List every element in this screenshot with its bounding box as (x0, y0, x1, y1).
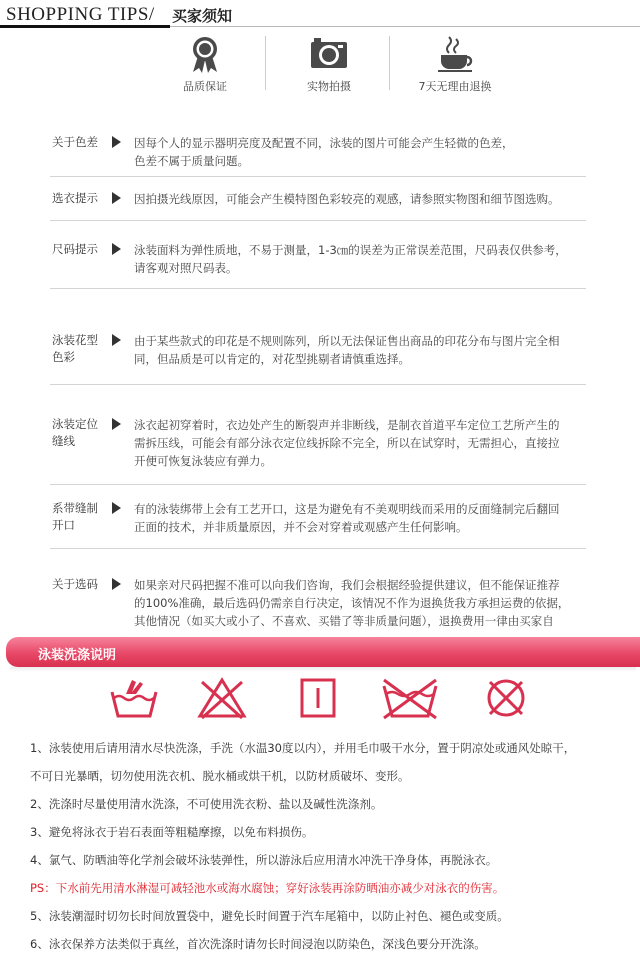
wash-note: 3、避免将泳衣于岩石表面等粗糙摩擦，以免布料损伤。 (30, 825, 314, 839)
wash-note: 4、氯气、防晒油等化学剂会破坏泳装弹性，所以游泳后应用清水冲洗干净身体，再脱泳衣。 (30, 853, 498, 867)
tip-line: 请客观对照尺码表。 (134, 261, 238, 275)
header-accent-bar (0, 25, 170, 28)
award-ribbon-icon (185, 34, 225, 74)
tip-line: 开便可恢复泳装应有弹力。 (134, 454, 272, 468)
shopping-tips-header (0, 0, 640, 32)
flat-dry-icon (296, 676, 340, 720)
tip-divider (50, 548, 586, 549)
arrow-right-icon (112, 502, 121, 514)
guarantee-real-photo (274, 34, 384, 94)
tip-line: 泳装面料为弹性质地，不易于测量，1-3㎝的误差为正常误差范围，尺码表仅供参考， (134, 243, 567, 257)
arrow-right-icon (112, 192, 121, 204)
tip-text (134, 500, 588, 536)
no-machine-dry-icon (380, 676, 440, 720)
tip-line: 如果亲对尺码把握不准可以向我们咨询，我们会根据经验提供建议，但不能保证推荐 (134, 578, 560, 592)
care-icons-row (100, 676, 540, 724)
camera-icon (309, 34, 349, 74)
guarantee-label-photo: 实物拍摄 (307, 80, 351, 93)
tip-title: 尺码提示 (52, 242, 98, 256)
guarantee-label-return: 7天无理由退换 (418, 80, 492, 93)
wash-note: 不可日光暴晒，切勿使用洗衣机、脱水桶或烘干机，以防材质破坏、变形。 (30, 769, 410, 783)
arrow-right-icon (112, 334, 121, 346)
guarantee-strip (150, 34, 510, 94)
tip-line: 正面的技术，并非质量原因，并不会对穿着或观感产生任何影响。 (134, 520, 468, 534)
wash-bar-shadow (10, 667, 636, 672)
tip-line: 的100%准确，最后选码仍需亲自行决定，该情况不作为退换货我方承担运费的依据， (134, 596, 570, 610)
tip-divider (50, 220, 586, 221)
wash-note-ps: PS：下水前先用清水淋湿可减轻池水或海水腐蚀；穿好泳装再涂防晒油亦减少对泳衣的伤害。 (30, 881, 505, 895)
wash-note: 1、泳装使用后请用清水尽快洗涤，手洗（水温30度以内），并用毛巾吸干水分，置于阴凉处或通风处晾干， (30, 741, 576, 755)
header-title-en: SHOPPING TIPS/ (6, 4, 155, 25)
guarantee-quality (150, 34, 260, 94)
wash-bar-title: 泳装洗涤说明 (38, 648, 117, 663)
wash-note: 2、洗涤时尽量使用清水洗涤，不可使用洗衣粉、盐以及碱性洗涤剂。 (30, 797, 383, 811)
tip-line: 由于某些款式的印花是不规则陈列，所以无法保证售出商品的印花分布与图片完全相 (134, 334, 560, 348)
tip-divider (50, 384, 586, 385)
guarantee-label-quality: 品质保证 (183, 80, 227, 93)
wash-instructions-bar (6, 637, 640, 667)
arrow-right-icon (112, 418, 121, 430)
tip-title: 关于色差 (52, 135, 98, 149)
tip-divider (50, 176, 586, 177)
no-dry-clean-icon (482, 676, 530, 720)
arrow-right-icon (112, 243, 121, 255)
tip-text (134, 332, 588, 368)
guarantee-return (400, 34, 510, 94)
tip-title: 选衣提示 (52, 191, 98, 205)
no-bleach-icon (196, 676, 248, 720)
tip-line: 需拆压线，可能会有部分泳衣定位线拆除不完全，所以在试穿时，无需担心，直接拉 (134, 436, 560, 450)
tip-line: 泳衣起初穿着时，衣边处产生的断裂声并非断线，是制衣首道平车定位工艺所产生的 (134, 418, 560, 432)
tip-text (134, 134, 588, 170)
header-title-cn: 买家须知 (172, 7, 233, 25)
wash-note: 5、泳装潮湿时切勿长时间放置袋中，避免长时间置于汽车尾箱中，以防止衬色、褪色或变质。 (30, 909, 509, 923)
tip-line: 同，但品质是可以肯定的，对花型挑剔者请慎重选择。 (134, 352, 410, 366)
guarantee-separator (265, 36, 266, 90)
wash-note: 6、泳衣保养方法类似于真丝，首次洗涤时请勿长时间浸泡以防染色，深浅色要分开洗涤。 (30, 937, 486, 951)
tip-divider (50, 484, 586, 485)
tip-line: 有的泳装绑带上会有工艺开口，这是为避免有不美观明线而采用的反面缝制完后翻回 (134, 502, 560, 516)
tip-title: 泳装定位缝线 (52, 417, 98, 448)
tip-text (134, 241, 588, 277)
guarantee-separator (389, 36, 390, 90)
tip-text (134, 416, 588, 470)
tip-divider (50, 288, 586, 289)
tip-line: 因拍摄光线原因，可能会产生模特图色彩较亮的观感，请参照实物图和细节图选购。 (134, 192, 560, 206)
coffee-cup-icon (435, 34, 475, 74)
tip-line: 色差不属于质量问题。 (134, 154, 249, 168)
arrow-right-icon (112, 136, 121, 148)
hand-wash-icon (108, 676, 160, 720)
tip-line: 因每个人的显示器明亮度及配置不同，泳装的图片可能会产生轻微的色差， (134, 136, 514, 150)
arrow-right-icon (112, 578, 121, 590)
tip-text (134, 576, 588, 630)
tip-title: 关于选码 (52, 577, 98, 591)
tip-text (134, 190, 588, 208)
tip-title: 泳装花型色彩 (52, 333, 98, 364)
tip-title: 系带缝制开口 (52, 501, 98, 532)
tip-line: 其他情况（如买大或小了、不喜欢、买错了等非质量问题），退换费用一律由买家自 (134, 614, 554, 628)
